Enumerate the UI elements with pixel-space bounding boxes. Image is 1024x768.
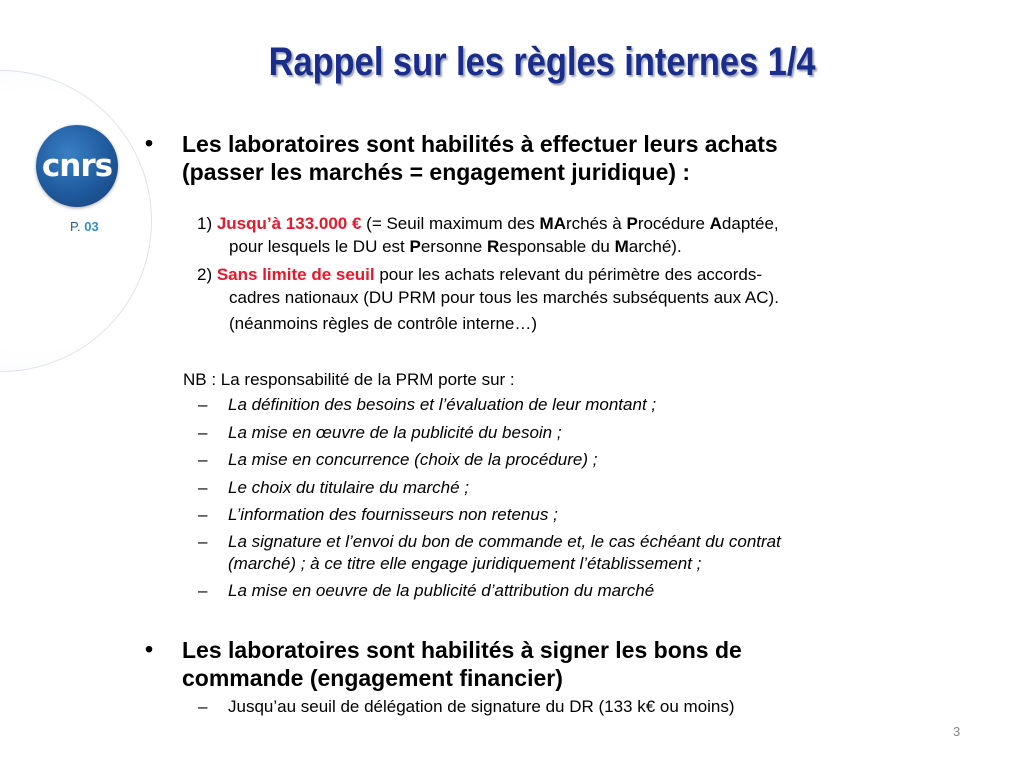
item-1-bold-r: R xyxy=(487,237,500,256)
item-1-bold-a: A xyxy=(709,214,722,233)
bullet-symbol: • xyxy=(145,636,154,662)
bullet-2-line-1: Les laboratoires sont habilités à signer les bons de xyxy=(182,637,742,663)
item-2-line-3: (néanmoins règles de contrôle interne…) xyxy=(229,314,538,333)
page-prefix: P. xyxy=(70,219,81,234)
nb-item-4: Le choix du titulaire du marché ; xyxy=(228,478,469,497)
dash: – xyxy=(198,697,208,716)
nb-item-6-line-2: (marché) ; à ce titre elle engage juridiquement l’établissement ; xyxy=(228,554,702,573)
item-2-line-1 xyxy=(197,264,762,286)
nb-item-6-line-1: La signature et l’envoi du bon de commande et, le cas échéant du contrat xyxy=(228,532,781,551)
item-1-text-e: pour lesquels le DU est xyxy=(229,237,410,256)
item-1-text-h: arché). xyxy=(628,237,682,256)
nb-item-7: La mise en oeuvre de la publicité d’attribution du marché xyxy=(228,581,655,600)
dash: – xyxy=(198,395,208,414)
nb-item-1: La définition des besoins et l’évaluation de leur montant ; xyxy=(228,395,657,414)
item-1-text-a: (= Seuil maximum des xyxy=(361,214,540,233)
item-2-text-a: pour les achats relevant du périmètre des accords- xyxy=(374,265,763,284)
item-1-text-b: rchés à xyxy=(565,214,627,233)
item-1-line-2 xyxy=(229,236,682,258)
item-1-text-d: daptée, xyxy=(721,214,779,233)
item-2-number: 2) xyxy=(197,265,217,284)
item-1-text-f: ersonne xyxy=(420,237,487,256)
item-1-bold-p2: P xyxy=(409,237,421,256)
dash: – xyxy=(198,532,208,551)
dash: – xyxy=(198,450,208,469)
nb-item-2: La mise en œuvre de la publicité du besoin ; xyxy=(228,423,562,442)
slide-title: Rappel sur les règles internes 1/4 xyxy=(268,40,816,84)
nb-item-5: L’information des fournisseurs non retenus ; xyxy=(228,505,558,524)
dash: – xyxy=(198,423,208,442)
bullet-1-line-1: Les laboratoires sont habilités à effectuer leurs achats xyxy=(182,131,778,157)
item-2-line-2: cadres nationaux (DU PRM pour tous les marchés subséquents aux AC). xyxy=(229,288,779,307)
logo-text: cnrs xyxy=(41,148,113,184)
item-1-text-c: rocédure xyxy=(637,214,710,233)
item-1-line-1 xyxy=(197,213,779,235)
item-1-highlight: Jusqu’à 133.000 € xyxy=(216,214,362,233)
nb-item-3: La mise en concurrence (choix de la procédure) ; xyxy=(228,450,598,469)
bullet-2-line-2: commande (engagement financier) xyxy=(182,665,563,691)
item-1-bold-ma: MA xyxy=(539,214,566,233)
item-1-text-g: esponsable du xyxy=(499,237,615,256)
item-1-bold-m: M xyxy=(614,237,629,256)
bullet-1-line-2: (passer les marchés = engagement juridique) : xyxy=(182,159,691,185)
item-2-highlight: Sans limite de seuil xyxy=(216,265,375,284)
page-ref-number: 03 xyxy=(84,219,99,234)
dash: – xyxy=(198,581,208,600)
item-1-number: 1) xyxy=(197,214,217,233)
item-1-bold-p: P xyxy=(626,214,638,233)
slide-number: 3 xyxy=(953,724,961,739)
dash: – xyxy=(198,478,208,497)
bullet-2-sub-item: Jusqu’au seuil de délégation de signature du DR (133 k€ ou moins) xyxy=(228,697,735,716)
dash: – xyxy=(198,505,208,524)
nb-heading: NB : La responsabilité de la PRM porte sur : xyxy=(183,370,515,389)
bullet-symbol: • xyxy=(145,130,154,156)
